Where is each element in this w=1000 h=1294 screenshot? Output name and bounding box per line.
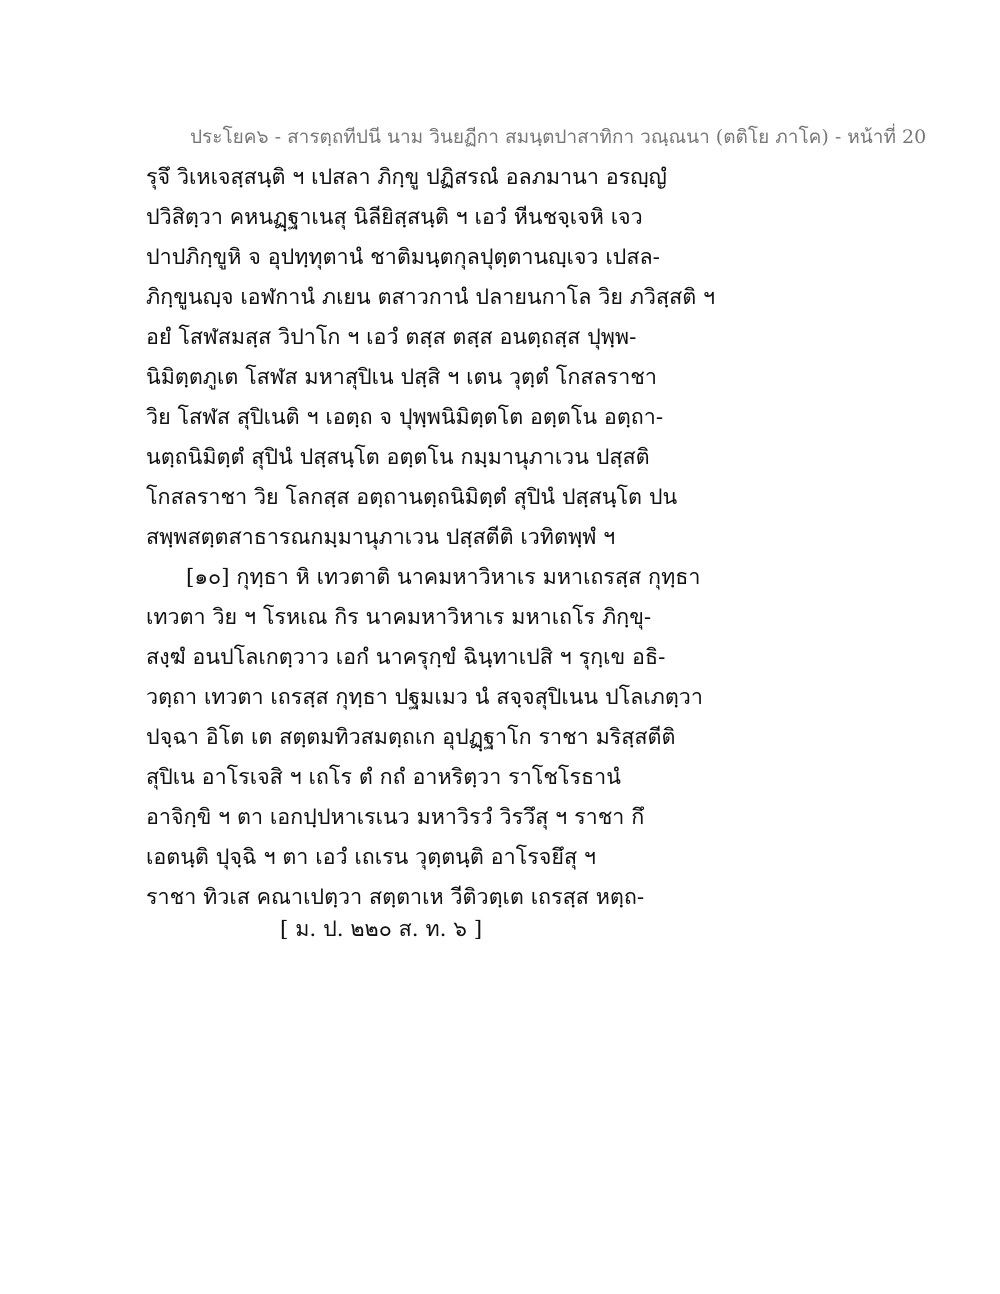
text-line: นตฺถนิมิตฺตํ สุปินํ ปสฺสนฺโต อตฺตโน กมฺมานุภาเวน ปสฺสติ (146, 445, 650, 470)
text-line: วิย โสฬส สุปิเนติ ฯ เอตฺถ จ ปุพฺพนิมิตฺตโต อตฺตโน อตฺถา- (146, 405, 664, 430)
text-line: โกสลราชา วิย โลกสฺส อตฺถานตฺถนิมิตฺตํ สุปินํ ปสฺสนฺโต ปน (146, 485, 678, 510)
paragraph-start-line: [๑๐] กุทฺธา หิ เทวตาติ นาคมหาวิหาเร มหาเถรสฺส กุทฺธา (186, 565, 701, 590)
text-line: ปจฺฉา อิโต เต สตฺตมทิวสมตฺถเก อุปฏฺฐาโก ราชา มริสฺสตีติ (146, 725, 676, 750)
body-text (146, 158, 866, 918)
text-line: ราชา ทิวเส คณาเปตฺวา สตฺตาเห วีติวตฺเต เถรสฺส หตฺถ- (146, 885, 645, 910)
text-line: อยํ โสฬสมสฺส วิปาโก ฯ เอวํ ตสฺส ตสฺส อนตฺถสฺส ปุพฺพ- (146, 325, 637, 350)
text-line: ภิกฺขูนญฺจ เอฬกานํ ภเยน ตสาวกานํ ปลายนกาโล วิย ภวิสฺสติ ฯ (146, 285, 716, 310)
text-line: ปาปภิกฺขูหิ จ อุปทฺทุตานํ ชาติมนฺตกุลปุตฺตานญฺเจว เปสล- (146, 245, 660, 270)
text-line: เอตนฺติ ปุจฺฉิ ฯ ตา เอวํ เถเรน วุตฺตนฺติ อาโรจยึสุ ฯ (146, 845, 596, 870)
text-line: ปวิสิตฺวา คหนฏฺฐาเนสุ นิลียิสฺสนฺติ ฯ เอวํ หีนชจฺเจหิ เจว (146, 205, 643, 230)
text-line: สงฺฆํ อนปโลเกตฺวาว เอกํ นาครุกฺขํ ฉินฺทาเปสิ ฯ รุกฺเข อธิ- (146, 645, 666, 670)
page-reference-footer: [ ม. ป. ๒๒๐ ส. ท. ๖ ] (280, 917, 483, 942)
text-line: สพฺพสตฺตสาธารณกมฺมานุภาเวน ปสฺสตีติ เวทิตพฺพํ ฯ (146, 525, 616, 550)
text-line: วตฺถา เทวตา เถรสฺส กุทฺธา ปฐมเมว นํ สจฺจสุปิเนน ปโลเภตฺวา (146, 685, 703, 710)
text-line: นิมิตฺตภูเต โสฬส มหาสุปิเน ปสฺสิ ฯ เตน วุตฺตํ โกสลราชา (146, 365, 657, 390)
text-line: เทวตา วิย ฯ โรหเณ กิร นาคมหาวิหาเร มหาเถโร ภิกฺขุ- (146, 605, 652, 630)
text-line: รุจึ วิเหเจสฺสนฺติ ฯ เปสลา ภิกฺขู ปฏิสรณํ อลภมานา อรญฺญํ (146, 165, 667, 190)
text-line: อาจิกฺขิ ฯ ตา เอกปฺปหาเรเนว มหาวิรวํ วิรวึสุ ฯ ราชา กึ (146, 805, 645, 830)
page-header: ประโยค๖ - สารตฺถทีปนี นาม วินยฏีกา สมนฺตปาสาทิกา วณฺณนา (ตติโย ภาโค) - หน้าที่ 20 (190, 126, 927, 148)
text-line: สุปิเน อาโรเจสิ ฯ เถโร ตํ กถํ อาหริตฺวา ราโชโรธานํ (146, 765, 621, 790)
